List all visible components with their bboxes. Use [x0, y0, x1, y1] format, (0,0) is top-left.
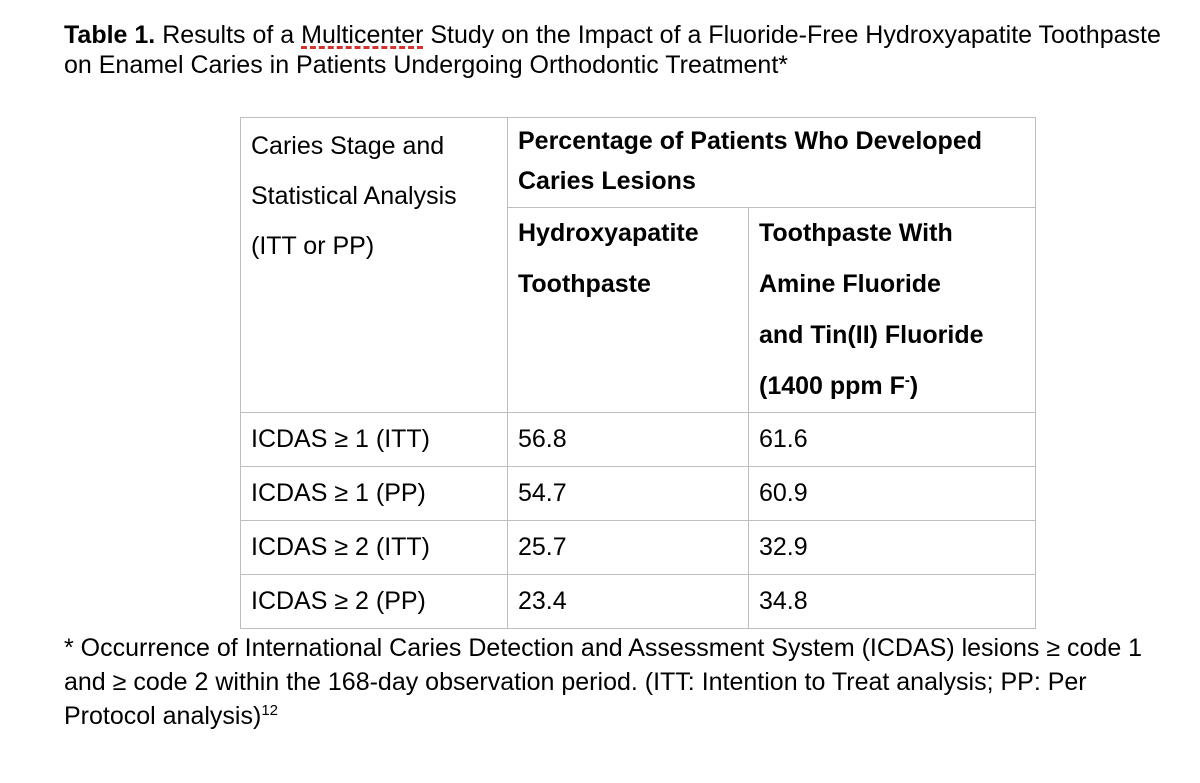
header-row [241, 118, 1036, 208]
col-header-line: Hydroxyapatite [518, 219, 699, 247]
table-label: Table 1. [64, 21, 156, 49]
stub-header [241, 118, 508, 413]
stub-header-line: (ITT or PP) [251, 232, 375, 260]
col-header-line: Toothpaste With [759, 219, 953, 247]
col-header-fluoride [749, 208, 1036, 413]
table-row [241, 575, 1036, 629]
table-footnote [64, 631, 1174, 733]
cell-hydroxyapatite: 54.7 [508, 467, 749, 521]
table-row [241, 467, 1036, 521]
cell-hydroxyapatite: 23.4 [508, 575, 749, 629]
col-header-line: Amine Fluoride [759, 270, 941, 298]
cell-hydroxyapatite: 25.7 [508, 521, 749, 575]
footnote-reference: 12 [261, 702, 278, 719]
cell-fluoride: 32.9 [749, 521, 1036, 575]
col-header-ppm: (1400 ppm F [759, 372, 905, 400]
stub-header-line: Caries Stage and [251, 132, 445, 160]
col-header-superscript: - [904, 372, 910, 389]
footnote-text: * Occurrence of International Caries Detection and Assessment System (ICDAS) lesions ≥ code 1 and ≥ code 2 within the 168-day observation period. (ITT: Intention to Treat analysis; PP: Per Protocol analysis) [64, 634, 1143, 730]
cell-fluoride: 34.8 [749, 575, 1036, 629]
col-header-hydroxyapatite [508, 208, 749, 413]
table-caption [64, 20, 1174, 80]
caption-text-end: Study on the Impact of a Fluoride-Free Hydroxyapatite Toothpaste on Enamel Caries in Patients Undergoing Orthodontic Treatment* [64, 21, 1161, 79]
table-row [241, 521, 1036, 575]
results-table [240, 117, 1036, 629]
col-header-close: ) [909, 372, 919, 400]
col-header-line [759, 361, 1035, 412]
col-header-line: Toothpaste [518, 270, 651, 298]
col-header-line: and Tin(II) Fluoride [759, 321, 984, 349]
spellcheck-flagged-word[interactable]: Multicenter [301, 21, 424, 49]
stub-header-line: Statistical Analysis [251, 182, 457, 210]
cell-stage: ICDAS ≥ 1 (ITT) [241, 413, 508, 467]
group-header [508, 118, 1036, 208]
cell-fluoride: 60.9 [749, 467, 1036, 521]
caption-text-start: Results of a [155, 21, 302, 49]
cell-fluoride: 61.6 [749, 413, 1036, 467]
cell-hydroxyapatite: 56.8 [508, 413, 749, 467]
group-header-line: Percentage of Patients Who Developed [518, 127, 982, 155]
cell-stage: ICDAS ≥ 1 (PP) [241, 467, 508, 521]
cell-stage: ICDAS ≥ 2 (ITT) [241, 521, 508, 575]
group-header-line: Caries Lesions [518, 167, 696, 195]
table-row [241, 413, 1036, 467]
cell-stage: ICDAS ≥ 2 (PP) [241, 575, 508, 629]
